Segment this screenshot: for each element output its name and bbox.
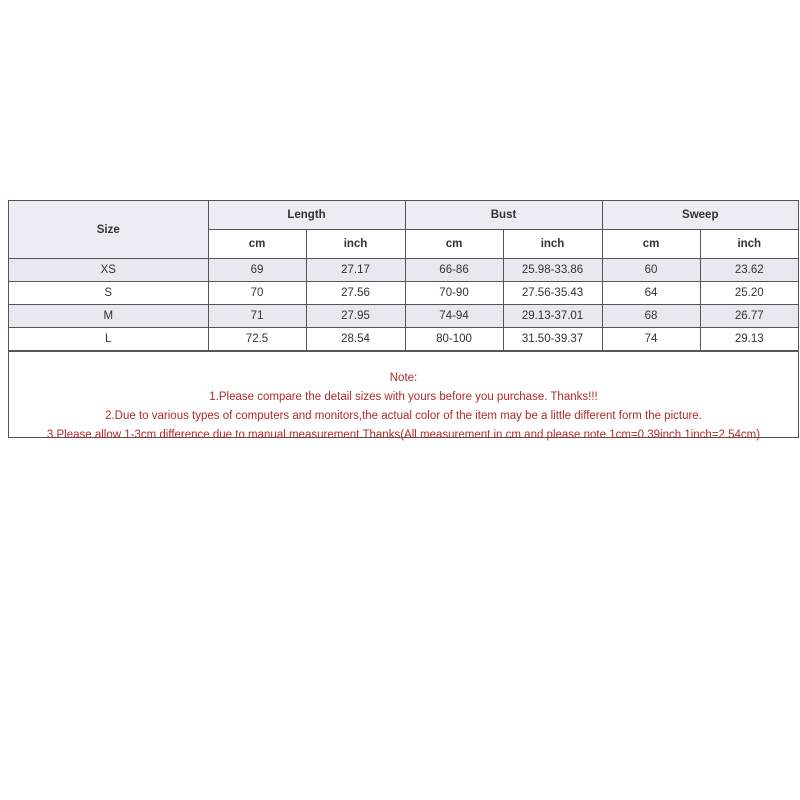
table-cell: 27.56-35.43 — [503, 282, 602, 305]
bust-header: Bust — [405, 201, 602, 230]
table-cell: 74 — [602, 328, 700, 351]
table-cell: 29.13 — [700, 328, 798, 351]
table-cell: 71 — [208, 305, 306, 328]
table-cell: 70-90 — [405, 282, 503, 305]
table-cell: 69 — [208, 259, 306, 282]
unit-header: cm — [405, 230, 503, 259]
table-cell: 27.17 — [306, 259, 405, 282]
table-cell: 70 — [208, 282, 306, 305]
unit-header: inch — [700, 230, 798, 259]
table-cell: 29.13-37.01 — [503, 305, 602, 328]
sweep-header: Sweep — [602, 201, 798, 230]
table-cell: 28.54 — [306, 328, 405, 351]
table-cell: 74-94 — [405, 305, 503, 328]
size-chart — [8, 200, 799, 441]
table-cell: 23.62 — [700, 259, 798, 282]
table-cell: 60 — [602, 259, 700, 282]
size-table — [9, 201, 798, 351]
unit-header: inch — [503, 230, 602, 259]
table-cell: 31.50-39.37 — [503, 328, 602, 351]
note-line: 3.Please allow 1-3cm difference due to manual measurement.Thanks(All measurement in cm and please note 1cm=0.39inch 1inch=2.54cm) — [46, 429, 761, 441]
notes-section — [9, 351, 798, 445]
size-cell: L — [9, 328, 208, 351]
table-cell: 27.95 — [306, 305, 405, 328]
table-cell: 64 — [602, 282, 700, 305]
table-row — [9, 305, 798, 328]
table-row — [9, 259, 798, 282]
table-cell: 27.56 — [306, 282, 405, 305]
table-row — [9, 282, 798, 305]
table-cell: 25.20 — [700, 282, 798, 305]
table-cell: 66-86 — [405, 259, 503, 282]
size-cell: XS — [9, 259, 208, 282]
unit-header: cm — [602, 230, 700, 259]
table-cell: 72.5 — [208, 328, 306, 351]
table-cell: 68 — [602, 305, 700, 328]
notes-title: Note: — [389, 372, 418, 384]
size-cell: M — [9, 305, 208, 328]
note-line: 1.Please compare the detail sizes with yours before you purchase. Thanks!!! — [209, 391, 598, 403]
table-cell: 26.77 — [700, 305, 798, 328]
length-header: Length — [208, 201, 405, 230]
unit-header: inch — [306, 230, 405, 259]
size-column-header: Size — [9, 201, 208, 259]
table-cell: 80-100 — [405, 328, 503, 351]
table-cell: 25.98-33.86 — [503, 259, 602, 282]
unit-header: cm — [208, 230, 306, 259]
note-line: 2.Due to various types of computers and monitors,the actual color of the item may be a little different form the picture. — [105, 410, 702, 422]
table-row — [9, 328, 798, 351]
size-cell: S — [9, 282, 208, 305]
